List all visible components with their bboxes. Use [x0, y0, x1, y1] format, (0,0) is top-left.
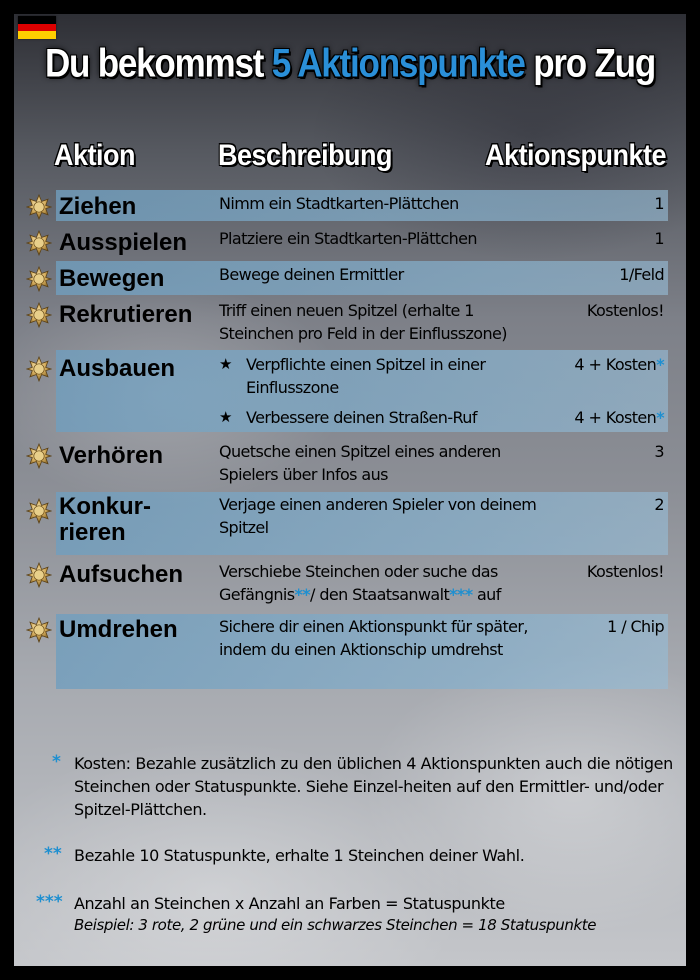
- action-points: 1: [654, 194, 664, 213]
- action-description: Verschiebe Steinchen oder suche das Gefängnis**/ den Staatsanwalt*** auf: [219, 562, 501, 604]
- sheriff-star-icon: [26, 266, 52, 292]
- action-description: Quetsche einen Spitzel eines anderen Spielers über Infos aus: [219, 442, 501, 484]
- action-points: 1: [654, 229, 664, 248]
- action-name: Bewegen: [59, 265, 165, 292]
- action-name: Ziehen: [59, 193, 137, 220]
- footnote-mark: *: [52, 752, 61, 772]
- action-description: Sichere dir einen Aktionspunkt für später, indem du einen Aktionschip umdrehst: [219, 617, 528, 659]
- action-description: Triff einen neuen Spitzel (erhalte 1 Steinchen pro Feld in der Einflusszone): [219, 301, 507, 343]
- column-header-action: Aktion: [54, 138, 135, 172]
- bullet-star-icon: ★: [219, 408, 233, 426]
- title-highlight: 5 Aktionspunkte: [271, 41, 525, 86]
- action-name: Umdrehen: [59, 616, 178, 643]
- sheriff-star-icon: [26, 194, 52, 220]
- action-description: Nimm ein Stadtkarten-Plättchen: [219, 194, 459, 213]
- action-points: 2: [654, 495, 664, 514]
- sheriff-star-icon: [26, 562, 52, 588]
- action-name: Ausspielen: [59, 229, 188, 256]
- footnote-text: Kosten: Bezahle zusätzlich zu den üblichen 4 Aktionspunkten auch die nötigen Steinchen oder Statuspunkte. Siehe Einzel-heiten auf den Ermittler- und/oder Spitzel-Plättchen.: [74, 754, 673, 819]
- sheriff-star-icon: [26, 443, 52, 469]
- sheriff-star-icon: [26, 498, 52, 524]
- footnote-example: Beispiel: 3 rote, 2 grüne und ein schwarzes Steinchen = 18 Statuspunkte: [74, 916, 597, 934]
- german-flag-icon: [18, 16, 56, 39]
- footnote-mark: ***: [36, 892, 63, 912]
- footnote-text: Anzahl an Steinchen x Anzahl an Farben = Statuspunkte: [74, 894, 505, 913]
- title-post: pro Zug: [524, 41, 656, 86]
- sheriff-star-icon: [26, 356, 52, 382]
- action-description: Verjage einen anderen Spieler von deinem Spitzel: [219, 495, 537, 537]
- action-points: 3: [654, 442, 664, 461]
- action-points: Kostenlos!: [586, 301, 664, 320]
- action-points: 1/Feld: [619, 265, 664, 284]
- footnote-text: Bezahle 10 Statuspunkte, erhalte 1 Steinchen deiner Wahl.: [74, 846, 525, 865]
- sub-action-points: 4 + Kosten*: [574, 355, 664, 374]
- sheriff-star-icon: [26, 302, 52, 328]
- action-points: Kostenlos!: [586, 562, 664, 581]
- column-header-description: Beschreibung: [218, 138, 393, 172]
- sub-action-description: Verpflichte einen Spitzel in einer Einflusszone: [246, 355, 486, 397]
- bullet-star-icon: ★: [219, 355, 233, 373]
- sheriff-star-icon: [26, 617, 52, 643]
- action-name: Aufsuchen: [59, 561, 184, 588]
- sub-action-description: Verbessere deinen Straßen-Ruf: [246, 408, 477, 427]
- action-name: Konkur- rieren: [59, 493, 151, 546]
- sheriff-star-icon: [26, 230, 52, 256]
- action-description: Bewege deinen Ermittler: [219, 265, 404, 284]
- page-title: [14, 41, 686, 87]
- action-name: Rekrutieren: [59, 301, 193, 328]
- column-header-points: Aktionspunkte: [484, 138, 666, 172]
- footnote-mark: **: [44, 844, 62, 864]
- action-points: 1 / Chip: [607, 617, 664, 636]
- title-pre: Du bekommst: [44, 41, 272, 86]
- action-description: Platziere ein Stadtkarten-Plättchen: [219, 229, 477, 248]
- action-card: [14, 14, 686, 966]
- action-name: Ausbauen: [59, 355, 176, 382]
- sub-action-points: 4 + Kosten*: [574, 408, 664, 427]
- action-name: Verhören: [59, 442, 164, 469]
